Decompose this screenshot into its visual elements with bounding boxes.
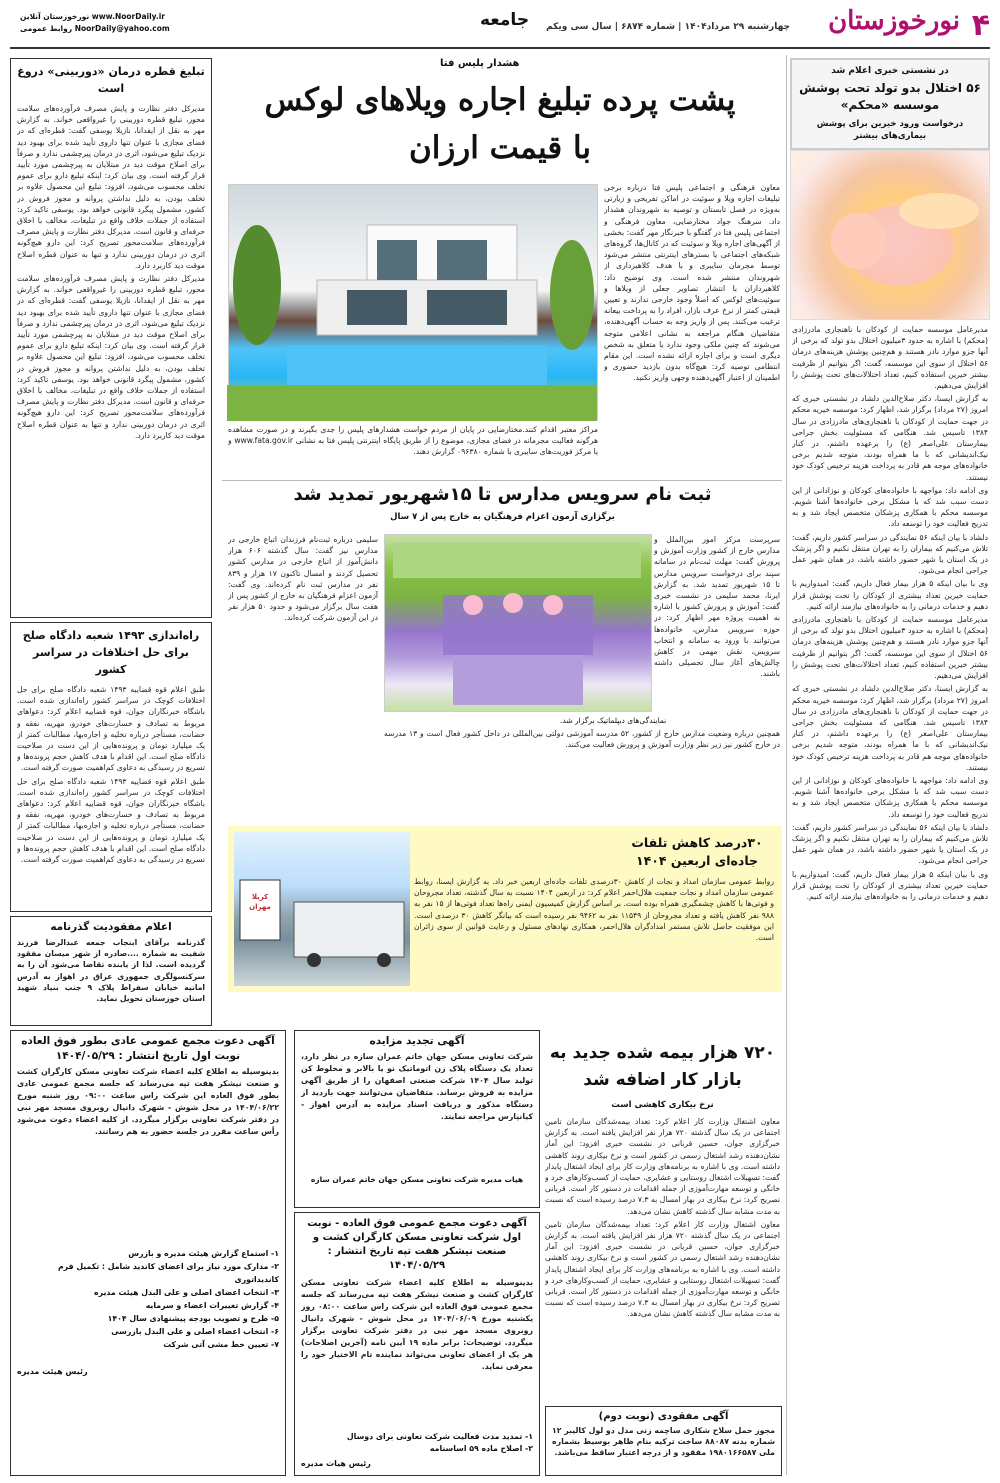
website: www.NoorDaily.ir نورخوزستان آنلاین <box>20 12 165 21</box>
school-text-left <box>228 534 378 784</box>
lead-divider <box>222 480 782 481</box>
masthead-rule <box>10 47 990 49</box>
ad3-agenda-item: ۱- تمدید مدت فعالیت شرکت تعاونی برای دوسال <box>346 1432 533 1441</box>
insurance-text <box>545 1116 780 1402</box>
ad1-agenda-item: ۷- تعیین خط مشی آتی شرکت <box>163 1340 279 1349</box>
right-paragraph: وی ادامه داد: مواجهه با خانواده‌های کودکان و نوزادانی از این دست سبب شد که با مشکل برخی خانواده‌ها آشنا شویم. موسسه محکم با همکاری پزشکان متخصص ایجاد شد و به تدریج فعالیت خود را توسعه داد. <box>792 485 988 529</box>
right-title: ۵۶ اختلال بدو تولد تحت پوشش موسسه «محکم» <box>799 81 981 112</box>
ad1-sign: رئیس هیئت مدیره <box>17 1367 88 1376</box>
ad2-title: آگهی تجدید مزایده <box>369 1035 465 1047</box>
right-paragraph: مدیرعامل موسسه حمایت از کودکان با ناهنجاری مادرزادی (محکم) با اشاره به حدود ۳میلیون اختلال بدو تولد که برخی از آنها جزو موارد نادر هستند و هم‌چنین پوشش هزینه‌های درمان ۵۶ اختلال از سوی این موسسه، گفت: اگر بتوانیم از ظرفیت بیشتر خیرین استفاده کنیم، تعداد اختلالات‌های تحت پوشش را افزایش می‌دهیم. <box>792 325 988 391</box>
road-paragraph: روابط عمومی سازمان امداد و نجات از کاهش ۳۰درصدی تلفات جاده‌ای اربعین خبر داد. به گزارش ایسنا، روابط عمومی سازمان امداد و نجات جمعیت هلال‌احمر اعلام کرد: در اربعین ۱۴۰۴ نسبت به سال گذشته، تعداد مجروحان و فوتی‌ها با کاهش چشمگیری همراه بوده است. بر اساس گزارش کمیسیون ایمنی راه‌ها تعداد فوتی‌ها از ۱۵ نفر به ۹۸۸ نفر کاهش یافته و تعداد مجروحان از ۱۱۵۴۹ نفر به ۹۴۶۲ نفر رسیده است که بیانگر کاهش ۳۰ درصدی است. این موفقیت حاصل تلاش مستمر امدادگران هلال‌احمر، همکاری نهادهای مسئول و رعایت قوانین از سوی زائران است. <box>414 877 774 943</box>
villa-illustration <box>227 185 597 421</box>
masthead <box>0 0 1000 48</box>
lead-paragraph: معاون فرهنگی و اجتماعی پلیس فتا درباره برخی تبلیغات اجاره ویلا و سوئیت در اماکن تفریحی و زیارتی به‌ویژه در فصل تابستان و توصیه به شهروندان هشدار داد. سرهنگ جواد مختارضایی، معاون فرهنگی و اجتماعی پلیس فتا در گفتگو با خبرنگار مهر گفت: بخشی از آگهی‌های اجاره ویلا و سوئیت که در کانال‌ها، گروه‌های شبکه‌های اجتماعی یا بسترهای اینترنتی منتشر می‌شود توسط مجرمان سایبری و با هدف کلاهبرداری از شهروندان منتشر شده است. وی توضیح داد: کلاهبرداران با انتشار تصاویر جعلی از ویلاها و سوئیت‌های لوکس که اصلاً وجود خارجی ندارند و تعیین قیمتی کمتر از نرخ عرف بازار، افراد را به پرداخت بیعانه ترغیب می‌کنند. پس از واریز وجه به حساب آگهی‌دهنده، متقاضیان هنگام مراجعه به نشانی اعلامی متوجه می‌شوند که چنین ملکی وجود ندارد یا متعلق به شخص دیگری است و برای اجاره ارائه نشده است. این مقام انتظامی توصیه کرد: هیچ‌گاه بدون بازدید حضوری و اطمینان از اعتبار آگهی‌دهنده وجهی واریز نکنید. <box>604 183 780 383</box>
ad1-agenda-item: ۱- استماع گزارش هیئت مدیره و بازرس <box>128 1249 279 1258</box>
right-paragraph: وی ادامه داد: مواجهه با خانواده‌های کودکان و نوزادانی از این دست سبب شد که با مشکل برخی خانواده‌ها آشنا شویم. موسسه محکم با همکاری پزشکان متخصص ایجاد شد و به تدریج فعالیت خود را توسعه داد. <box>792 775 988 819</box>
ad1-agenda <box>17 1247 279 1351</box>
left-lost-text: گذرنامه برآقای ابنجاب جمعه عبدالرضا فرزند شفیت به شماره ....صادره از شهر میسان مفقود گردیده است. لذا از یابنده تقاضا می‌شود آن را به سرکنسولگری جمهوری عراق در اهواز به آدرس امانیه خیابان سفراط پلاک ۹ جنب بنیاد شهید استان خوزستان تحویل نماید. <box>17 938 205 1004</box>
insurance-title: ۷۲۰ هزار بیمه شده جدید به بازار کار اضافه شد <box>549 1043 776 1090</box>
lead-kicker: هشدار پلیس فتا <box>440 58 520 69</box>
ad3-box <box>294 1212 540 1476</box>
email: NoorDaily@yahoo.com روابط عمومی <box>20 24 170 33</box>
left-story2-title: راه‌اندازی ۱۴۹۳ شعبه دادگاه صلح برای حل اختلافات در سراسر کشور <box>22 629 200 676</box>
right-paragraph: وی با بیان اینکه ۵ هزار بیمار فعال داریم، گفت: امیدواریم با حمایت خیرین تعداد بیشتری از کودکان را تحت پوشش قرار دهیم و خدمات درمانی را به خانواده‌های نیازمند ارائه کنیم. <box>792 579 988 611</box>
left-lost-title: اعلام مفقودیت گذرنامه <box>50 921 172 933</box>
right-subtitle: درخواست ورود خیرین برای پوشش بیماری‌های بیشتر <box>816 119 964 141</box>
left-story2-box <box>10 622 212 912</box>
ad1-agenda-item: ۵- طرح و تصویب بودجه پیشنهادی سال ۱۴۰۴ <box>107 1314 279 1323</box>
ad1-text: بدینوسیله به اطلاع کلیه اعضاء شرکت تعاونی مسکن کارگران کشت و صنعت نیشکر هفت تپه می‌رساند که جلسه مجمع عمومی عادی بطور فوق العاده این شرکت راس ساعت ۰۹:۰۰ روز شنبه مورخ ۱۴۰۴/۰۶/۲۲ در محل شوش - شهرک دانیال روبروی مسجد مهر نبی در دفتر شرکت تعاونی برگزار میگردد. از کلیه اعضاء دعوت می‌شود رأس ساعت مقرر در جلسه حضور به هم رسانند. <box>17 1067 279 1136</box>
bus-caption: نمایندگی‌های دیپلماتیک برگزار شد. <box>560 716 667 725</box>
ad2-box <box>294 1030 540 1208</box>
baby-photo <box>790 150 990 320</box>
right-divider <box>786 55 787 1475</box>
lead-text-right <box>604 182 780 476</box>
ad4-box <box>545 1406 782 1476</box>
right-headline-box <box>790 58 990 150</box>
right-body <box>792 324 988 1474</box>
ad1-agenda-item: ۲- مدارک مورد نیاز برای اعضای کاندید شامل : تکمیل فرم کاندیداتوری <box>57 1262 279 1284</box>
left-story1-title: تبلیغ قطره درمان «دوربینی» دروغ است <box>17 65 205 95</box>
date-line: چهارشنبه ۲۹ مرداد۱۴۰۴ | شماره ۶۸۷۴ | سال سی ویکم <box>546 22 790 32</box>
insurance-paragraph: معاون اشتغال وزارت کار اعلام کرد: تعداد بیمه‌شدگان سازمان تامین اجتماعی در یک سال گذشته ۷۲۰ هزار نفر افزایش یافته است. به گزارش خبرگزاری جوان، حسین قربانی در نشست خبری افزود: این آمار نشان‌دهنده رشد اشتغال رسمی در کشور است و نرخ بیکاری روند کاهشی داشته است. وی با اشاره به برنامه‌های وزارت کار برای ایجاد اشتغال پایدار گفت: تسهیلات اشتغال روستایی و عشایری، حمایت از کسب‌وکارهای خرد و خانگی و توسعه مهارت‌آموزی از جمله اقدامات در دستور کار است. قربانی تصریح کرد: نرخ بیکاری در بهار امسال به ۷.۳ درصد رسیده است که نسبت به مدت مشابه سال گذشته کاهش نشان می‌دهد. <box>545 1117 780 1216</box>
school-subtitle: برگزاری آزمون اعزام فرهنگیان به خارج پس از ۷ سال <box>390 512 615 522</box>
page-number: ۴ <box>971 8 990 43</box>
left-story1-text <box>17 103 205 618</box>
ad2-text: شرکت تعاونی مسکن جهان خاتم عمران سازه در نظر دارد، تعداد یک دستگاه پلاک زن اتوماتیک نو یا بالابر و مخلوط کن تولید سال ۱۴۰۴ شرکت صنعتی اصفهان را از طریق آگهی مزایده به فروش برساند. متقاضیان می‌توانند جهت بازدید از دستگاه مذکور و دریافت اسناد مزایده به آدرس اهواز - کیانپارس مراجعه نمایند. <box>301 1052 533 1121</box>
ad3-sign: رئیس هیات مدیره <box>301 1459 371 1468</box>
school-bottom-paragraph: همچنین درباره وضعیت مدارس خارج از کشور، ۵۲ مدرسه آموزشی دولتی بین‌المللی در داخل کشور فعال است و ۱۳ مدرسه در خارج کشور نیز زیر نظر وزارت آموزش و پرورش فعالیت می‌کنند. <box>384 729 780 750</box>
school-right-paragraph: سرپرست مرکز امور بین‌الملل و مدارس خارج از کشور وزارت آموزش و پرورش گفت: مهلت ثبت‌نام در سامانه سپند برای درخواست سرویس مدارس تا ۱۵ شهریور تمدید شد. به گزارش ایرنا، محمد سلیمی در نشست خبری گفت: آموزش و پرورش کشور با اشاره به اهمیت پروژه مهر اظهار کرد: در حوزه سرویس مدارس، خانواده‌ها می‌توانند با ورود به سامانه و انتخاب سرویس، نقش مهمی در کاهش چالش‌های آغاز سال تحصیلی داشته باشند. <box>654 535 780 679</box>
ad1-subtitle: نوبت اول تاریخ انتشار : ۱۴۰۴/۰۵/۲۹ <box>55 1050 241 1062</box>
ad4-title: آگهی مفقودی (نوبت دوم) <box>598 1411 729 1422</box>
insurance-kicker: نرخ بیکاری کاهشی است <box>611 1100 714 1110</box>
lead-title-1: پشت پرده تبلیغ اجاره ویلاهای لوکس <box>264 82 736 118</box>
ad1-agenda-item: ۴- گزارش تغییرات اعضاء و سرمایه <box>145 1301 279 1310</box>
ad1-agenda-item: ۶- انتخاب اعضاء اصلی و علی البدل بازرسی <box>111 1327 279 1336</box>
ad3-agenda-item: ۲- اصلاح ماده ۵۹ اساسنامه <box>429 1444 533 1453</box>
baby-illustration <box>789 151 989 321</box>
ad1-box <box>10 1030 286 1476</box>
ad3-agenda <box>301 1431 533 1455</box>
right-paragraph: دلشاد با بیان اینکه ۵۶ نمایندگی در سراسر کشور داریم، گفت: تلاش می‌کنیم که بیماران را به تهران منتقل نکنیم و اگر پزشک در یک استان یا شهر حضور داشته باشد، در همان شهر عمل جراحی انجام می‌شود. <box>792 532 988 576</box>
school-text-right <box>654 534 780 740</box>
left-story1-paragraph: مدیرکل دفتر نظارت و پایش مصرف فرآورده‌های سلامت محور، تبلیغ قطره دوربینی را غیرواقعی خواند. به گزارش مهر به نقل از ایفدانا، نازیلا یوسفی گفت: قطره‌ای که در فضای مجازی با عنوان تنها داروی تأیید شده برای بهبود دید نزدیک تبلیغ می‌شود، اثری در درمان پیرچشمی ندارد و صرفاً برای اصلاح موقت دید در مبتلایان به پیرچشمی مورد تأیید قرار گرفته است. وی بیان کرد: اینکه تبلیغ دارو برای عموم تخلف محسوب می‌شود، افزود: تبلیغ این محصول علاوه بر تخلف بودن، به دلیل نداشتن پروانه و مجوز فروش در کشور، مشمول پیگرد قانونی خواهد بود. یوسفی تاکید کرد: استفاده از جملات خلاف واقع در تبلیغات، مخالف با اخلاق حرفه‌ای و قانون است. مدیرکل دفتر نظارت و پایش مصرف فرآورده‌های سلامت‌محور تصریح کرد: این دارو هیچ‌گونه اثری در درمان دوربینی ندارد و تنها به عنوان قطره اصلاح موقت دید کاربرد دارد. <box>17 104 205 270</box>
left-story2-paragraph: طبق اعلام قوه قضاییه ۱۴۹۳ شعبه دادگاه صلح برای حل اختلافات کوچک در سراسر کشور راه‌اندازی شده است. باشگاه خبرنگاران جوان، قوه قضاییه اعلام کرد: دعواهای مربوط به تصادف و خسارت‌های خودرو، مهریه، نفقه و حضانت، مستأجر درباره تخلیه و اجاره‌بها، مطالبات کمتر از یک میلیارد تومان و پرونده‌هایی از این دست در صلاحیت دادگاه صلح است. این اقدام با هدف کاهش حجم پرونده‌ها و تسریع در رسیدگی به دعاوی کم‌اهمیت صورت گرفته است. <box>17 685 205 773</box>
lead-left-paragraph: مراکز معتبر اقدام کنند.مختارضایی در پایان از مردم خواست هشدارهای پلیس را جدی بگیرند و در صورت مشاهده هرگونه فعالیت مجرمانه در فضای مجازی، موضوع را از طریق پایگاه اینترنتی پلیس فتا به نشانی www.fata.gov.ir و یا مرکز فوریت‌های سایبری با شماره ۰۹۶۳۸۰ گزارش دهند. <box>228 425 598 457</box>
ad1-title: آگهی دعوت مجمع عمومی عادی بطور فوق العاده <box>21 1035 275 1047</box>
logo: نورخوزستان <box>828 6 960 36</box>
road-photo <box>234 832 410 986</box>
lead-text-left <box>228 424 598 480</box>
right-paragraph: مدیرعامل موسسه حمایت از کودکان با ناهنجاری مادرزادی (محکم) با اشاره به حدود ۳میلیون اختلال بدو تولد که برخی از آنها جزو موارد نادر هستند و هم‌چنین پوشش هزینه‌های درمان ۵۶ اختلال از سوی این موسسه، گفت: اگر بتوانیم از ظرفیت بیشتر خیرین استفاده کنیم، تعداد اختلالات‌های تحت پوشش را افزایش می‌دهیم. <box>792 615 988 681</box>
left-lost-box <box>10 916 212 1026</box>
section-title: جامعه <box>480 10 530 30</box>
school-left-paragraph: سلیمی درباره ثبت‌نام فرزندان اتباع خارجی در مدارس نیز گفت: سال گذشته ۶۰۶ هزار دانش‌آموز از اتباع خارجی در مدارس کشور تحصیل کردند و امسال تاکنون ۱۷ هزار و ۸۳۹ نفر در مدارس ثبت نام کرده‌اند. وی گفت: آزمون اعزام فرهنگیان به خارج از کشور پس از هفت سال برگزار می‌شود و حدود ۵۰ هزار نفر در این آزمون شرکت کرده‌اند. <box>228 535 378 623</box>
road-title: ۳۰درصد کاهش تلفات جاده‌ای اربعین ۱۴۰۴ <box>631 835 763 868</box>
right-paragraph: دلشاد با بیان اینکه ۵۶ نمایندگی در سراسر کشور داریم، گفت: تلاش می‌کنیم که بیماران را به تهران منتقل نکنیم و اگر پزشک در یک استان یا شهر حضور داشته باشد، در همان شهر عمل جراحی انجام می‌شود. <box>792 822 988 866</box>
right-paragraph: به گزارش ایسنا، دکتر صلاح‌الدین دلشاد در نشستی خبری که امروز (۲۷ مرداد) برگزار شد، اظهار کرد: موسسه خیریه محکم در جهت حمایت از کودکان با ناهنجاری‌های مادرزادی در سال ۱۳۸۴ تاسیس شد. هنگامی که مسئولیت بخش جراحی بیمارستان علی‌اصغر (ع) را برعهده داشتم، در کنار نیک‌اندیشانی که با ما همراه بودند، متوجه شدیم برخی خانواده‌های موجه هم قادر به پرداخت هزینه ترخیص کودک خود نیستند. <box>792 684 988 772</box>
ad2-sign: هیات مدیره شرکت تعاونی مسکن جهان خاتم عمران سازه <box>310 1175 524 1184</box>
insurance-paragraph: معاون اشتغال وزارت کار اعلام کرد: تعداد بیمه‌شدگان سازمان تامین اجتماعی در یک سال گذشته ۷۲۰ هزار نفر افزایش یافته است. به گزارش خبرگزاری جوان، حسین قربانی در نشست خبری افزود: این آمار نشان‌دهنده رشد اشتغال رسمی در کشور است و نرخ بیکاری روند کاهشی داشته است. وی با اشاره به برنامه‌های وزارت کار برای ایجاد اشتغال پایدار گفت: تسهیلات اشتغال روستایی و عشایری، حمایت از کسب‌وکارهای خرد و خانگی و توسعه مهارت‌آموزی از جمله اقدامات در دستور کار است. قربانی تصریح کرد: نرخ بیکاری در بهار امسال به ۷.۳ درصد رسیده است که نسبت به مدت مشابه سال گذشته کاهش نشان می‌دهد. <box>545 1219 780 1319</box>
villa-photo <box>228 184 598 420</box>
bus-illustration <box>383 535 651 713</box>
school-title: ثبت نام سرویس مدارس تا ۱۵شهریور تمدید شد <box>293 484 712 505</box>
road-sign-text: کربلا مهران <box>249 893 271 911</box>
left-story2-text <box>17 684 205 912</box>
right-kicker: در نشستی خبری اعلام شد <box>831 66 949 76</box>
ad4-text: مجوز حمل سلاح شکاری ساچمه زنی مدل دو لول کالیبر ۱۲ شماره بدنه ۸۸۰۸۷ ساخت ترکیه بنام ظاهر بوسیط بشماره ملی ۱۹۸۰۱۶۶۵۸۷ مفقود و از درجه اعتبار ساقط می‌باشد. <box>552 1426 775 1457</box>
road-box <box>228 826 782 992</box>
bus-photo <box>384 534 652 712</box>
road-text <box>414 876 774 986</box>
right-paragraph: به گزارش ایسنا، دکتر صلاح‌الدین دلشاد در نشستی خبری که امروز (۲۷ مرداد) برگزار شد، اظهار کرد: موسسه خیریه محکم در جهت حمایت از کودکان با ناهنجاری‌های مادرزادی در سال ۱۳۸۴ تاسیس شد. هنگامی که مسئولیت بخش جراحی بیمارستان علی‌اصغر (ع) را برعهده داشتم، در کنار نیک‌اندیشانی که با ما همراه بودند، متوجه شدیم برخی خانواده‌های موجه هم قادر به پرداخت هزینه ترخیص کودک خود نیستند. <box>792 394 988 482</box>
lead-title-2: با قیمت ارزان <box>408 130 592 166</box>
school-text-bottom <box>384 728 780 784</box>
left-story1-box <box>10 58 212 618</box>
left-story2-paragraph: طبق اعلام قوه قضاییه ۱۴۹۳ شعبه دادگاه صلح برای حل اختلافات کوچک در سراسر کشور راه‌اندازی شده است. باشگاه خبرنگاران جوان، قوه قضاییه اعلام کرد: دعواهای مربوط به تصادف و خسارت‌های خودرو، مهریه، نفقه و حضانت، مستأجر درباره تخلیه و اجاره‌بها، مطالبات کمتر از یک میلیارد تومان و پرونده‌هایی از این دست در صلاحیت دادگاه صلح است. این اقدام با هدف کاهش حجم پرونده‌ها و تسریع در رسیدگی به دعاوی کم‌اهمیت صورت گرفته است. <box>17 776 205 865</box>
ad1-agenda-item: ۳- انتخاب اعضای اصلی و علی البدل هیئت مدیره <box>94 1288 279 1297</box>
right-paragraph: وی با بیان اینکه ۵ هزار بیمار فعال داریم، گفت: امیدواریم با حمایت خیرین تعداد بیشتری از کودکان را تحت پوشش قرار دهیم و خدمات درمانی را به خانواده‌های نیازمند ارائه کنیم. <box>792 869 988 901</box>
ad3-title: آگهی دعوت مجمع عمومی فوق العاده - نوبت اول شرکت تعاونی مسکن کارگران کشت و صنعت نیشکر هفت تپه تاریخ انتشار : ۱۴۰۴/۰۵/۲۹ <box>307 1218 527 1271</box>
left-story1-paragraph: مدیرکل دفتر نظارت و پایش مصرف فرآورده‌های سلامت محور، تبلیغ قطره دوربینی را غیرواقعی خواند. به گزارش مهر به نقل از ایفدانا، نازیلا یوسفی گفت: قطره‌ای که در فضای مجازی با عنوان تنها داروی تأیید شده برای بهبود دید نزدیک تبلیغ می‌شود، اثری در درمان پیرچشمی ندارد و صرفاً برای اصلاح موقت دید در مبتلایان به پیرچشمی مورد تأیید قرار گرفته است. وی بیان کرد: اینکه تبلیغ دارو برای عموم تخلف محسوب می‌شود، افزود: تبلیغ این محصول علاوه بر تخلف بودن، به دلیل نداشتن پروانه و مجوز فروش در کشور، مشمول پیگرد قانونی خواهد بود. یوسفی تاکید کرد: استفاده از جملات خلاف واقع در تبلیغات، مخالف با اخلاق حرفه‌ای و قانون است. مدیرکل دفتر نظارت و پایش مصرف فرآورده‌های سلامت‌محور تصریح کرد: این دارو هیچ‌گونه اثری در درمان دوربینی ندارد و تنها به عنوان قطره اصلاح موقت دید کاربرد دارد. <box>17 274 205 440</box>
ad3-text: بدینوسیله به اطلاع کلیه اعضاء شرکت تعاونی مسکن کارگران کشت و صنعت نیشکر هفت تپه می‌رساند که جلسه مجمع عمومی فوق العاده این شرکت راس ساعت ۰۸:۰۰ روز یکشنبه مورخ ۱۴۰۴/۰۶/۰۹ در محل شوش - شهرک دانیال روبروی مسجد مهر نبی در دفتر شرکت تعاونی برگزار میگردد. توضیحات: برابر ماده ۱۹ آیین نامه (آخرین اصلاحات) هر یک از اعضای تعاونی می‌تواند نماینده تام الاختیار خود را معرفی نماید. <box>301 1278 533 1371</box>
